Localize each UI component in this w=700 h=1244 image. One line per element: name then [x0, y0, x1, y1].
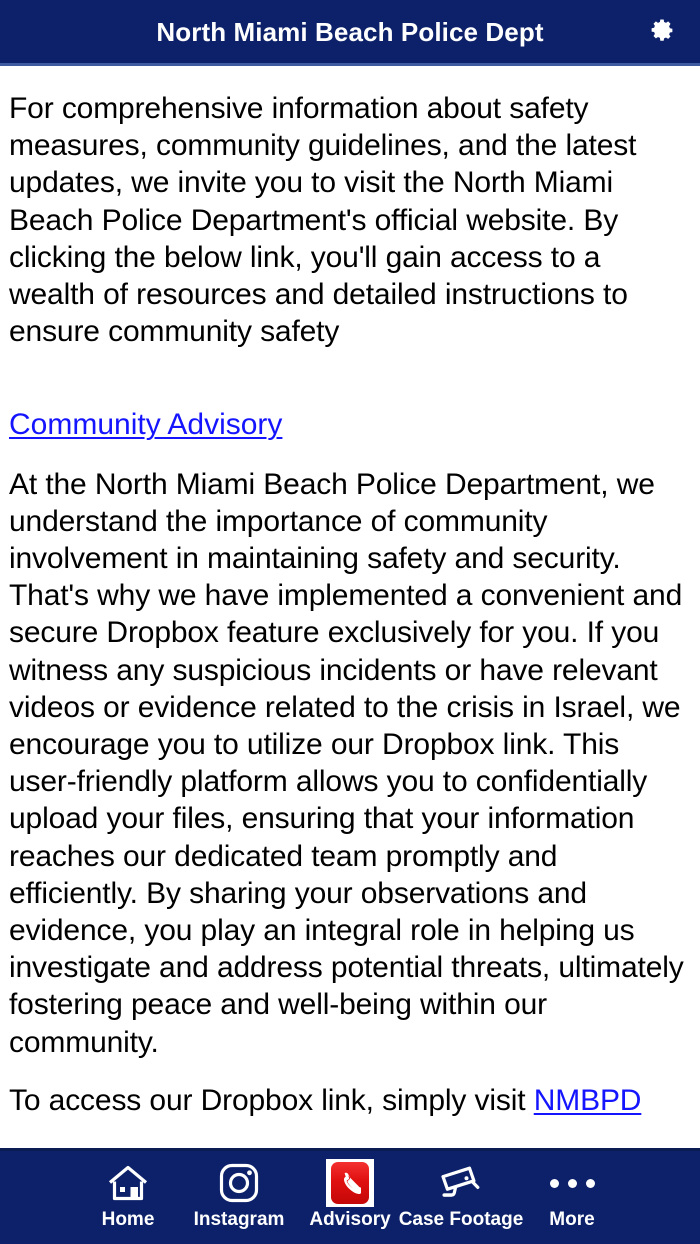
- community-advisory-link-block: [9, 406, 691, 443]
- tab-advisory-label: Advisory: [309, 1209, 391, 1230]
- security-camera-icon: [437, 1159, 485, 1207]
- intro-paragraph: For comprehensive information about safety measures, community guidelines, and the latest updates, we invite you to visit the North Miami Beach Police Department's official website. By clicking the below link, you'll gain access to a wealth of resources and detailed instructions to ensure community safety: [9, 92, 637, 349]
- bottom-tab-bar: [0, 1148, 700, 1244]
- advisory-tile: [326, 1159, 374, 1207]
- tab-instagram[interactable]: [184, 1151, 295, 1244]
- gear-icon: [647, 17, 677, 47]
- advisory-tile-background: [326, 1159, 374, 1207]
- tab-home[interactable]: [73, 1151, 184, 1244]
- home-icon: [106, 1159, 150, 1207]
- dropbox-access-paragraph: [9, 1082, 691, 1119]
- tab-home-label: Home: [101, 1209, 155, 1230]
- ellipsis-dot: [550, 1179, 559, 1188]
- dropbox-access-text: To access our Dropbox link, simply visit: [9, 1083, 534, 1117]
- ellipsis-dot: [568, 1179, 577, 1188]
- tab-more[interactable]: [517, 1151, 628, 1244]
- settings-button[interactable]: [642, 12, 682, 52]
- phone-handset-icon: [331, 1162, 369, 1204]
- app-header: [0, 0, 700, 66]
- instagram-icon: [218, 1159, 260, 1207]
- tab-case-footage-label: Case Footage: [398, 1209, 524, 1230]
- ellipsis-dot: [586, 1179, 595, 1188]
- nmbpd-link[interactable]: NMBPD: [533, 1083, 642, 1117]
- tab-advisory[interactable]: [295, 1151, 406, 1244]
- content-scroll-area[interactable]: [0, 69, 700, 1148]
- ellipsis-dots: [550, 1159, 595, 1207]
- page-title: North Miami Beach Police Dept: [156, 16, 544, 47]
- community-advisory-link[interactable]: Community Advisory: [9, 408, 283, 442]
- ellipsis-icon: [550, 1159, 595, 1207]
- tab-more-label: More: [549, 1209, 595, 1230]
- tab-instagram-label: Instagram: [193, 1209, 285, 1230]
- tab-case-footage[interactable]: [398, 1151, 524, 1244]
- dropbox-description-paragraph: At the North Miami Beach Police Department, we understand the importance of community involvement in maintaining safety and security. That's why we have implemented a convenient and secure Dropbox feature exclusively for you. If you witness any suspicious incidents or have relevant videos or evidence related to the crisis in Israel, we encourage you to utilize our Dropbox link. This user-friendly platform allows you to confidentially upload your files, ensuring that your information reaches our dedicated team promptly and efficiently. By sharing your observations and evidence, you play an integral role in helping us investigate and address potential threats, ultimately fostering peace and well-being within our community.: [9, 467, 684, 1059]
